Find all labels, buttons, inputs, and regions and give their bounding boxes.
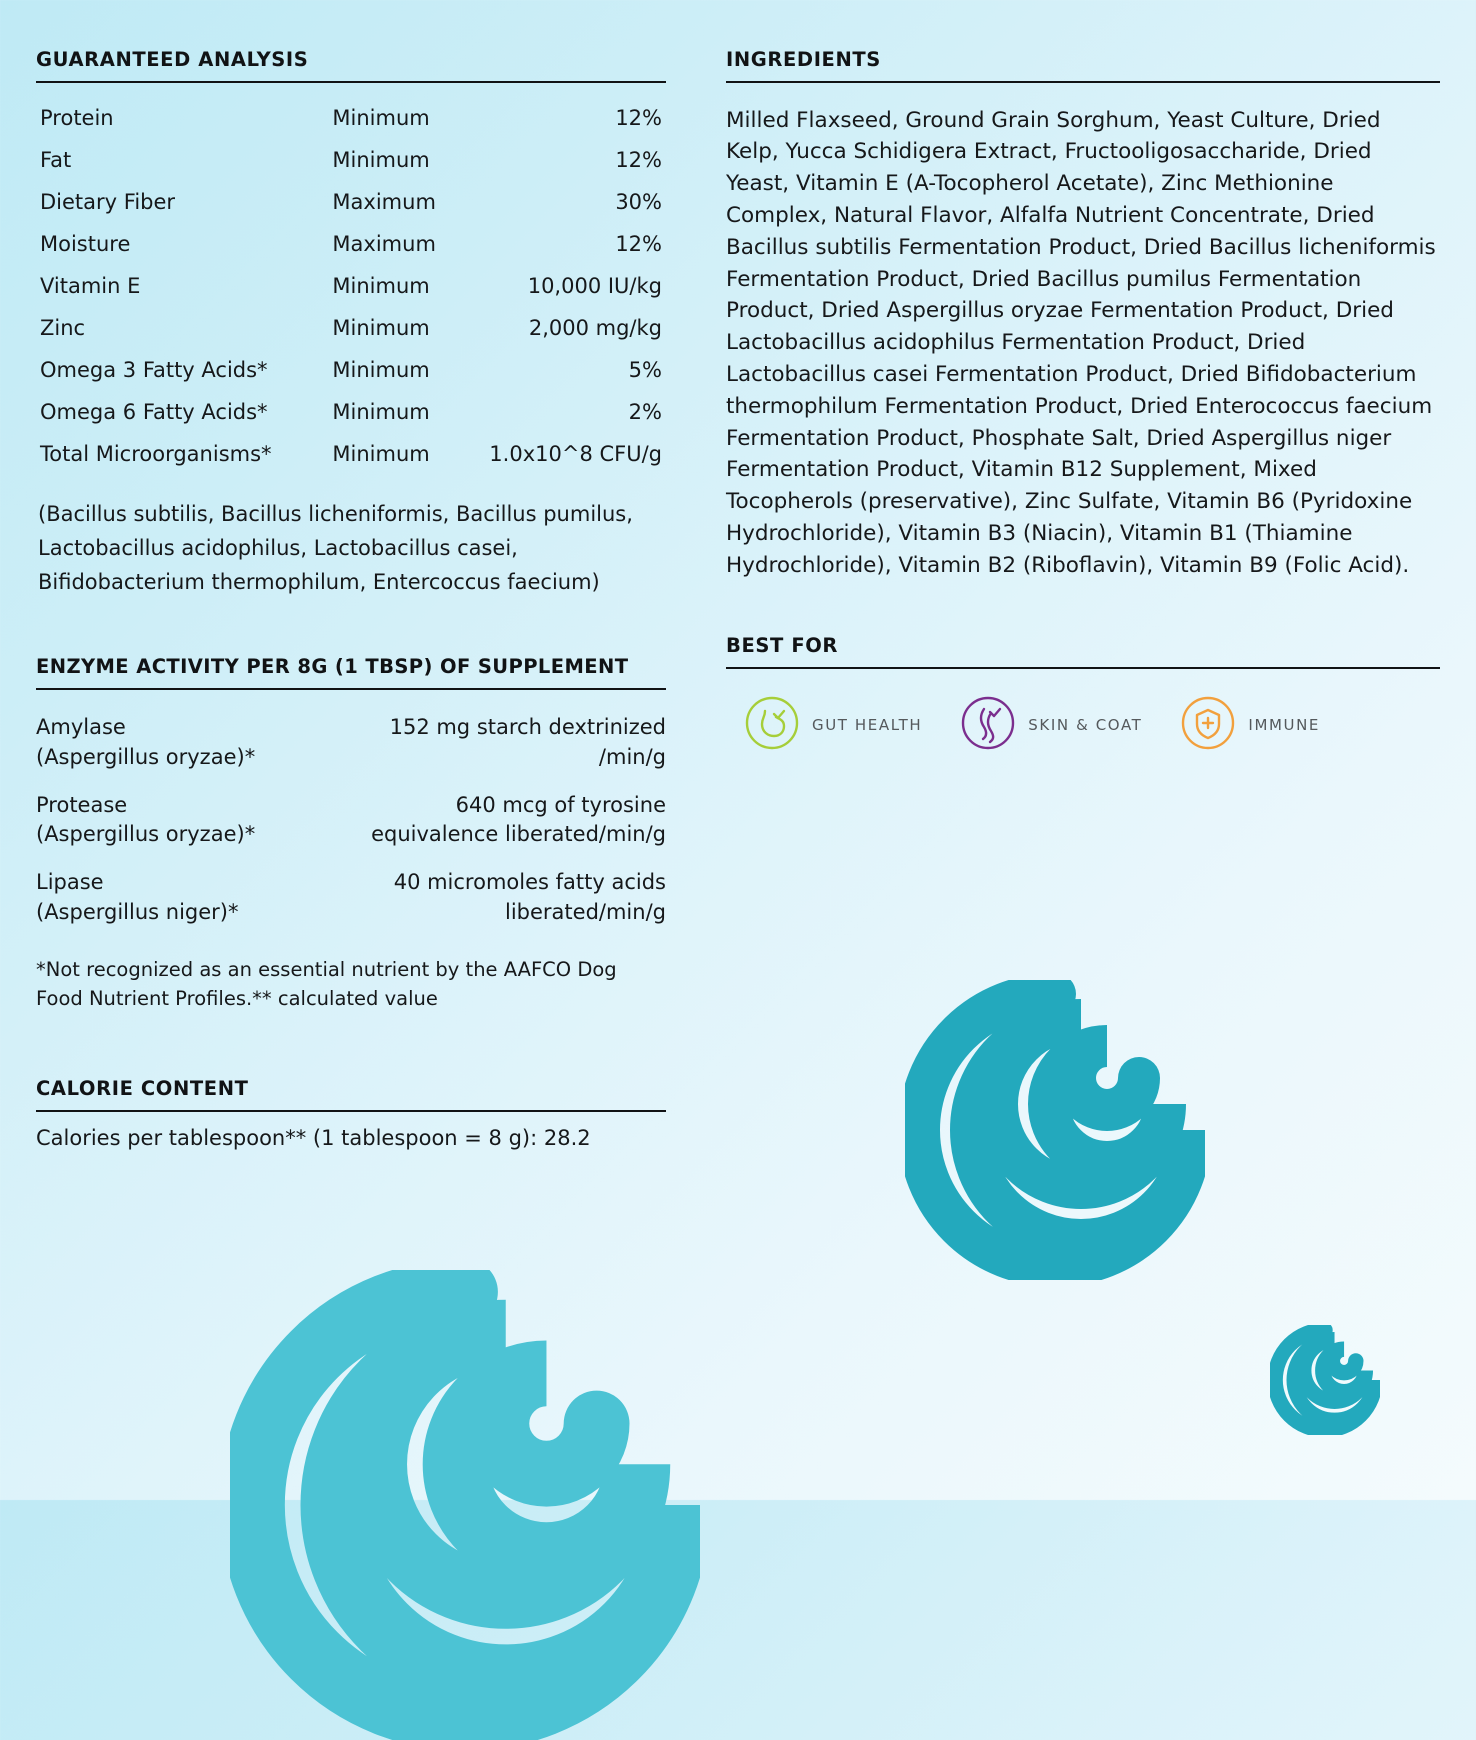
guaranteed-analysis-section [36,48,666,599]
nutrient-name: Omega 3 Fatty Acids* [40,358,268,382]
nutrient-value: 2,000 mg/kg [528,316,662,340]
nutrient-qualifier: Maximum [332,190,436,214]
enzyme-activity-title: ENZYME ACTIVITY PER 8G (1 TBSP) OF SUPPLEMENT [36,655,629,679]
ingredients-title: INGREDIENTS [726,48,881,71]
nutrient-value: 1.0x10^8 CFU/g [489,442,662,466]
divider [726,667,1440,669]
enzyme-activity-section [36,655,666,1013]
nutrient-qualifier: Minimum [332,148,430,172]
badge-immune [1180,695,1320,755]
enzyme-activity-value: 152 mg starch dextrinized /min/g [389,715,666,769]
enzyme-source: (Aspergillus oryzae)* [36,744,256,769]
table-row [36,433,666,475]
nutrient-name: Vitamin E [40,274,141,298]
nutrient-name: Moisture [40,232,131,256]
divider [36,688,666,690]
badge-label: GUT HEALTH [812,715,923,734]
ingredients-section [726,48,1440,582]
nutrient-qualifier: Minimum [332,316,430,340]
best-for-section [726,634,1440,755]
enzyme-name-cell [36,782,336,860]
guaranteed-analysis-title: GUARANTEED ANALYSIS [36,48,309,71]
badge-label: IMMUNE [1248,715,1321,734]
table-row [36,307,666,349]
nutrient-qualifier: Minimum [332,358,430,382]
nutrient-value: 30% [615,190,662,214]
nutrient-name: Dietary Fiber [40,190,176,214]
nutrient-value: 2% [628,400,662,424]
nutrient-qualifier: Maximum [332,232,436,256]
guaranteed-analysis-table [36,97,666,475]
nutrient-qualifier: Minimum [332,400,430,424]
spiral-decoration-small [1270,1325,1380,1435]
nutrient-qualifier: Minimum [332,442,430,466]
nutrient-value: 12% [615,148,662,172]
enzyme-activity-table [36,704,666,937]
divider [36,1110,666,1112]
nutrient-value: 5% [628,358,662,382]
nutrient-name: Total Microorganisms* [40,442,272,466]
table-row [36,139,666,181]
calorie-content-line: Calories per tablespoon** (1 tablespoon = 8 g): 28.2 [36,1126,591,1151]
enzyme-activity-value: 40 micromoles fatty acids liberated/min/g [393,870,666,925]
badge-label: SKIN & COAT [1028,715,1143,734]
table-row [36,265,666,307]
nutrient-value: 10,000 IU/kg [527,274,662,298]
skin-coat-icon [960,695,1016,755]
stomach-icon [744,695,800,755]
table-row [36,782,666,860]
enzyme-name-cell [36,859,336,937]
table-row [36,349,666,391]
spiral-decoration-bottom [230,1270,700,1740]
table-row [36,859,666,937]
table-row [36,223,666,265]
shield-plus-icon [1180,695,1236,755]
calorie-content-title: CALORIE CONTENT [36,1077,249,1101]
nutrient-name: Zinc [40,316,86,340]
aafco-footnote: *Not recognized as an essential nutrient by the AAFCO Dog Food Nutrient Profiles.** calculated value [36,957,617,1011]
enzyme-name-cell [36,704,336,782]
nutrient-value: 12% [615,232,662,256]
nutrient-name: Protein [40,106,114,130]
best-for-title: BEST FOR [726,633,839,657]
table-row [36,181,666,223]
divider [36,81,666,83]
calorie-content-section [36,1077,666,1150]
enzyme-name: Protease [36,792,128,817]
nutrient-name: Fat [40,148,72,172]
right-column [726,48,1440,755]
ingredients-body: Milled Flaxseed, Ground Grain Sorghum, Yeast Culture, Dried Kelp, Yucca Schidigera Extract, Fructooligosaccharide, Dried Yeast, Vitamin E (A-Tocopherol Acetate), Zinc Methionine Complex, Natural Flavor, Alfalfa Nutrient Concentrate, Dried Bacillus subtilis Fermentation Product, Dried Bacillus licheniformis Fermentation Product, Dried Bacillus pumilus Fermentation Product, Dried Aspergillus oryzae Fermentation Product, Dried Lactobacillus acidophilus Fermentation Product, Dried Lactobacillus casei Fermentation Product, Dried Bifidobacterium thermophilum Fermentation Product, Dried Enterococcus faecium Fermentation Product, Phosphate Salt, Dried Aspergillus niger Fermentation Product, Vitamin B12 Supplement, Mixed Tocopherols (preservative), Zinc Sulfate, Vitamin B6 (Pyridoxine Hydrochloride), Vitamin B3 (Niacin), Vitamin B1 (Thiamine Hydrochloride), Vitamin B2 (Riboflavin), Vitamin B9 (Folic Acid). [726,107,1436,578]
badge-gut-health [744,695,922,755]
table-row [36,97,666,139]
table-row [36,704,666,782]
enzyme-source: (Aspergillus niger)* [36,900,239,925]
enzyme-name: Lipase [36,870,104,895]
microorganism-note: (Bacillus subtilis, Bacillus licheniformis, Bacillus pumilus, Lactobacillus acidophilus, Lactobacillus casei, Bifidobacterium thermophilum, Entercoccus faecium) [38,502,633,595]
spiral-decoration-large [905,980,1205,1280]
enzyme-name: Amylase [36,715,126,740]
nutrient-value: 12% [615,106,662,130]
divider [726,81,1440,83]
nutrient-qualifier: Minimum [332,106,430,130]
nutrient-qualifier: Minimum [332,274,430,298]
enzyme-activity-value: 640 mcg of tyrosine equivalence liberated/min/g [371,792,666,847]
left-column [36,48,666,1171]
table-row [36,391,666,433]
nutrient-name: Omega 6 Fatty Acids* [40,400,268,424]
enzyme-source: (Aspergillus oryzae)* [36,822,256,847]
best-for-badges [726,695,1440,755]
badge-skin-coat [960,695,1142,755]
